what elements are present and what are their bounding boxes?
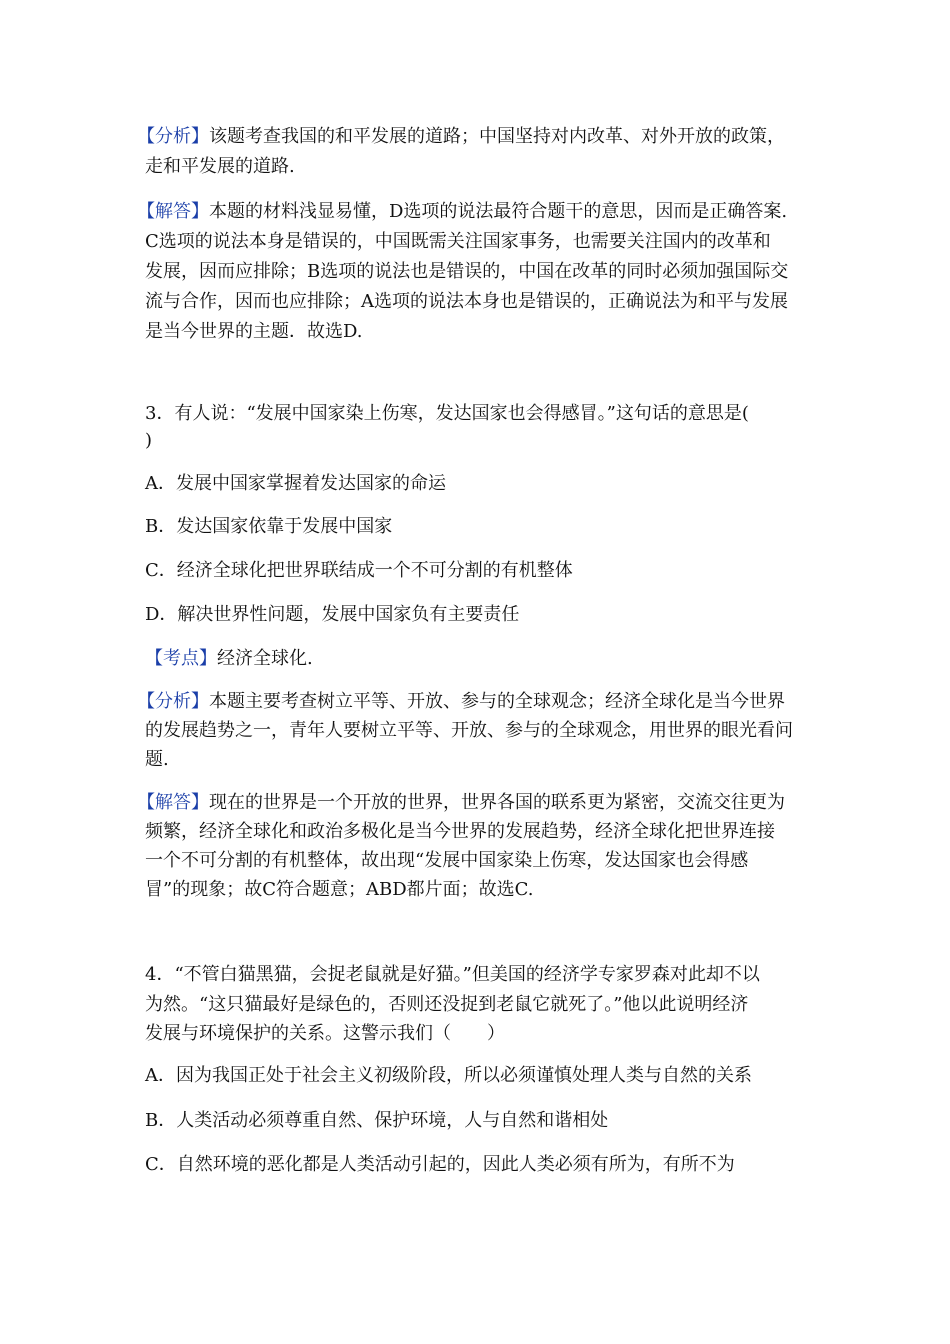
answer-tag: 【解答】 — [137, 201, 209, 222]
q3-answer-line-1: 【解答】现在的世界是一个开放的世界，世界各国的联系更为紧密，交流交往更为 — [137, 792, 785, 813]
q4-option-b: B．人类活动必须尊重自然、保护环境，人与自然和谐相处 — [145, 1110, 609, 1131]
q4-option-a: A．因为我国正处于社会主义初级阶段，所以必须谨慎处理人类与自然的关系 — [145, 1065, 752, 1086]
q3-answer-line-4: 冒”的现象；故C符合题意；ABD都片面；故选C. — [145, 879, 534, 900]
q3-option-b: B．发达国家依靠于发展中国家 — [145, 516, 393, 537]
q4-stem-line-1: 4．“不管白猫黑猫，会捉老鼠就是好猫。”但美国的经济学专家罗森对此却不以 — [145, 964, 760, 985]
analysis-tag: 【分析】 — [137, 126, 209, 147]
q4-stem-line-2: 为然。“这只猫最好是绿色的，否则还没捉到老鼠它就死了。”他以此说明经济 — [145, 994, 749, 1015]
q3-analysis-line-1: 【分析】本题主要考查树立平等、开放、参与的全球观念；经济全球化是当今世界 — [137, 691, 785, 712]
q2-answer-line-5: 是当今世界的主题．故选D. — [145, 321, 363, 342]
q3-keypoint-line: 【考点】经济全球化. — [145, 648, 313, 669]
answer-tag: 【解答】 — [137, 792, 209, 813]
keypoint-tag: 【考点】 — [145, 648, 217, 669]
q3-stem-line-2: ) — [145, 430, 153, 451]
q3-analysis-line-2: 的发展趋势之一，青年人要树立平等、开放、参与的全球观念，用世界的眼光看问 — [145, 720, 793, 741]
q3-option-a: A．发展中国家掌握着发达国家的命运 — [145, 473, 446, 494]
q4-option-c: C．自然环境的恶化都是人类活动引起的，因此人类必须有所为，有所不为 — [145, 1154, 735, 1175]
q2-answer-line-3: 发展，因而应排除；B选项的说法也是错误的，中国在改革的同时必须加强国际交 — [145, 261, 789, 282]
q2-analysis-line-2: 走和平发展的道路. — [145, 156, 295, 177]
q3-option-c: C．经济全球化把世界联结成一个不可分割的有机整体 — [145, 560, 573, 581]
analysis-tag: 【分析】 — [137, 691, 209, 712]
q2-answer-line-4: 流与合作，因而也应排除；A选项的说法本身也是错误的，正确说法为和平与发展 — [145, 291, 788, 312]
q3-analysis-line-3: 题. — [145, 749, 169, 770]
q4-stem-line-3: 发展与环境保护的关系。这警示我们（ ） — [145, 1023, 505, 1044]
q3-stem-line-1: 3．有人说：“发展中国家染上伤寒，发达国家也会得感冒。”这句话的意思是( — [145, 403, 749, 424]
q2-answer-line-1: 【解答】本题的材料浅显易懂，D选项的说法最符合题干的意思，因而是正确答案. — [137, 201, 788, 222]
q3-option-d: D．解决世界性问题，发展中国家负有主要责任 — [145, 604, 520, 625]
q2-answer-line-2: C选项的说法本身是错误的，中国既需关注国家事务，也需要关注国内的改革和 — [145, 231, 771, 252]
q3-answer-line-3: 一个不可分割的有机整体，故出现“发展中国家染上伤寒，发达国家也会得感 — [145, 850, 749, 871]
q2-analysis-line-1: 【分析】该题考查我国的和平发展的道路；中国坚持对内改革、对外开放的政策， — [137, 126, 785, 147]
q3-answer-line-2: 频繁，经济全球化和政治多极化是当今世界的发展趋势，经济全球化把世界连接 — [145, 821, 775, 842]
